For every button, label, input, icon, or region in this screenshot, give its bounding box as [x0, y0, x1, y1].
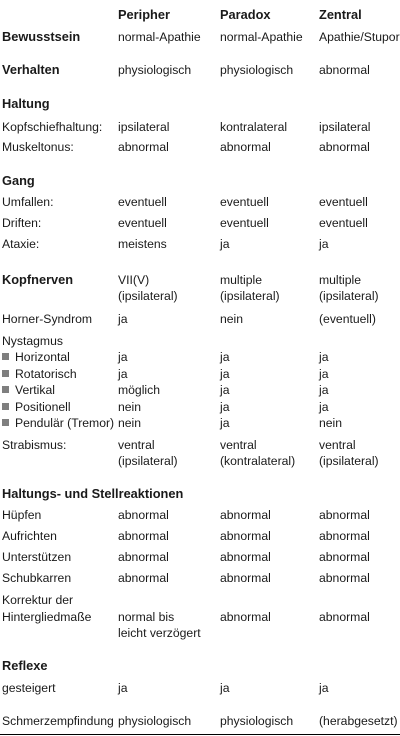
cell-peripher: abnormal [118, 508, 169, 522]
row-label: Muskeltonus: [2, 140, 74, 154]
row-label: Hintergliedmaße [2, 610, 92, 624]
row-label: Strabismus: [2, 438, 67, 452]
cell-zentral: eventuell [319, 195, 368, 209]
cell-peripher: ja [118, 312, 128, 326]
row-label [2, 366, 77, 382]
header-peripher: Peripher [118, 7, 170, 22]
cell-peripher: leicht verzögert [118, 626, 201, 640]
square-bullet-icon [2, 403, 9, 410]
row-label [2, 382, 55, 398]
row-label: Bewusstsein [2, 29, 81, 44]
cell-paradox: abnormal [220, 550, 271, 564]
cell-peripher: abnormal [118, 550, 169, 564]
header-paradox: Paradox [220, 7, 271, 22]
cell-peripher: möglich [118, 383, 160, 397]
cell-zentral: ja [319, 383, 329, 397]
row-label: Kopfschiefhaltung: [2, 120, 103, 134]
cell-paradox: nein [220, 312, 244, 326]
cell-peripher: abnormal [118, 140, 169, 154]
row-label-text: Vertikal [15, 383, 55, 397]
row-label-text: Horizontal [15, 350, 70, 364]
cell-zentral: eventuell [319, 216, 368, 230]
cell-paradox: ventral [220, 438, 257, 452]
cell-paradox: abnormal [220, 140, 271, 154]
cell-zentral: ja [319, 350, 329, 364]
cell-paradox: abnormal [220, 529, 271, 543]
cell-peripher: VII(V) [118, 273, 150, 287]
cell-paradox: abnormal [220, 508, 271, 522]
cell-zentral: (ipsilateral) [319, 289, 379, 303]
header-zentral: Zentral [319, 7, 362, 22]
bottom-rule [0, 734, 400, 735]
cell-paradox: physiologisch [220, 63, 294, 77]
cell-zentral: abnormal [319, 550, 370, 564]
row-label [2, 399, 71, 415]
cell-peripher: normal bis [118, 610, 175, 624]
cell-paradox: abnormal [220, 571, 271, 585]
cell-zentral: abnormal [319, 140, 370, 154]
cell-paradox: (kontralateral) [220, 454, 296, 468]
cell-peripher: (ipsilateral) [118, 454, 178, 468]
cell-paradox: eventuell [220, 195, 269, 209]
cell-zentral: abnormal [319, 508, 370, 522]
cell-peripher: ventral [118, 438, 155, 452]
row-label: gesteigert [2, 681, 56, 695]
row-label: Verhalten [2, 62, 60, 77]
cell-peripher: meistens [118, 237, 167, 251]
cell-peripher: (ipsilateral) [118, 289, 178, 303]
cell-peripher: ipsilateral [118, 120, 170, 134]
square-bullet-icon [2, 419, 9, 426]
cell-zentral: ventral [319, 438, 356, 452]
cell-peripher: ja [118, 350, 128, 364]
cell-zentral: ja [319, 237, 329, 251]
cell-zentral: (herabgesetzt) [319, 714, 398, 728]
cell-paradox: ja [220, 400, 230, 414]
cell-zentral: (ipsilateral) [319, 454, 379, 468]
square-bullet-icon [2, 353, 9, 360]
cell-paradox: multiple [220, 273, 262, 287]
row-label: Umfallen: [2, 195, 54, 209]
cell-paradox: ja [220, 416, 230, 430]
cell-zentral: Apathie/Stupor [319, 30, 400, 44]
cell-zentral: ipsilateral [319, 120, 371, 134]
row-label: Aufrichten [2, 529, 57, 543]
cell-peripher: abnormal [118, 529, 169, 543]
cell-peripher: normal-Apathie [118, 30, 201, 44]
cell-paradox: physiologisch [220, 714, 294, 728]
cell-zentral: abnormal [319, 63, 370, 77]
row-label-text: Pendulär (Tremor) [15, 416, 115, 430]
row-label-text: Rotatorisch [15, 367, 77, 381]
cell-zentral: (eventuell) [319, 312, 376, 326]
cell-peripher: eventuell [118, 216, 167, 230]
cell-peripher: physiologisch [118, 714, 192, 728]
cell-peripher: abnormal [118, 571, 169, 585]
cell-paradox: abnormal [220, 610, 271, 624]
cell-zentral: ja [319, 681, 329, 695]
cell-paradox: normal-Apathie [220, 30, 303, 44]
row-label: Ataxie: [2, 237, 40, 251]
row-label: Schubkarren [2, 571, 72, 585]
cell-peripher: ja [118, 681, 128, 695]
section-reflexe: Reflexe [2, 658, 48, 673]
row-label: Kopfnerven [2, 272, 74, 287]
cell-paradox: ja [220, 350, 230, 364]
cell-zentral: abnormal [319, 610, 370, 624]
row-label: Schmerzempfindung [2, 714, 114, 728]
row-label-text: Positionell [15, 400, 71, 414]
cell-peripher: nein [118, 400, 142, 414]
cell-zentral: ja [319, 400, 329, 414]
cell-peripher: nein [118, 416, 142, 430]
cell-paradox: (ipsilateral) [220, 289, 280, 303]
row-label [2, 415, 114, 431]
section-gang: Gang [2, 173, 35, 188]
section-haltung: Haltung [2, 96, 50, 111]
cell-zentral: abnormal [319, 571, 370, 585]
square-bullet-icon [2, 386, 9, 393]
section-haltungsreaktionen: Haltungs- und Stellreaktionen [2, 486, 184, 501]
cell-paradox: kontralateral [220, 120, 288, 134]
cell-zentral: multiple [319, 273, 361, 287]
square-bullet-icon [2, 370, 9, 377]
cell-paradox: ja [220, 237, 230, 251]
cell-peripher: eventuell [118, 195, 167, 209]
row-label: Korrektur der [2, 593, 74, 607]
row-label: Unterstützen [2, 550, 72, 564]
cell-paradox: ja [220, 681, 230, 695]
row-label [2, 349, 70, 365]
cell-paradox: eventuell [220, 216, 269, 230]
cell-zentral: nein [319, 416, 343, 430]
cell-peripher: physiologisch [118, 63, 192, 77]
row-label: Nystagmus [2, 334, 63, 348]
row-label: Driften: [2, 216, 42, 230]
cell-paradox: ja [220, 367, 230, 381]
row-label: Hüpfen [2, 508, 42, 522]
row-label: Horner-Syndrom [2, 312, 93, 326]
cell-zentral: abnormal [319, 529, 370, 543]
cell-peripher: ja [118, 367, 128, 381]
cell-paradox: ja [220, 383, 230, 397]
cell-zentral: ja [319, 367, 329, 381]
